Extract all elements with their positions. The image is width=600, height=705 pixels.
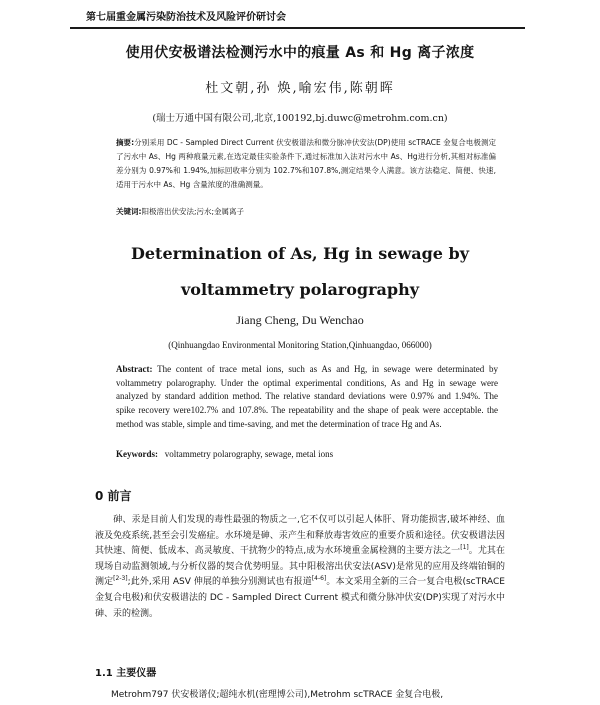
citation-1: [1] xyxy=(460,544,469,552)
section-0-heading: 0 前言 xyxy=(95,489,132,503)
english-title: Determination of As, Hg in sewage by voltammetry polarography xyxy=(131,244,469,299)
citation-3: [4-6] xyxy=(311,575,327,583)
english-authors: Jiang Cheng, Du Wenchao xyxy=(236,313,364,327)
english-abstract-text: The content of trace metal ions, such as As and Hg, in sewage were determinated by voltammetry polarography. Under the optimal experimental conditions, As and Hg in sewage were analyzed by standard addition method. The relative standard deviations were 0.97% and 1.94%. The spike recovery were102.7% and 107.8%. The repeatability and the shape of peak were acceptable. the method was stable, simple and time-saving, and met the determination of trace Hg and As. xyxy=(116,364,498,429)
paragraph-text-d: 。本文采用全新的三合一复合电极(scTRACE 金复合电极)和伏安极谱法的 DC - Sampled Direct Current 模式和微分脉冲伏安(DP)实现了对污水中砷、汞的检测。 xyxy=(95,577,505,619)
english-affiliation: (Qinhuangdao Environmental Monitoring Station,Qinhuangdao, 066000) xyxy=(168,340,432,350)
section-1-1-heading: 1.1 主要仪器 xyxy=(95,668,157,679)
paragraph-text-a: 砷、汞是目前人们发现的毒性最强的物质之一,它不仅可以引起人体肝、肾功能损害,破坏神经、血液及免疫系统,甚至会引发癌症。水环境是砷、汞产生和释放毒害效应的重要介质和途径。伏安极谱法因其快速、简便、低成本、高灵敏度、干扰物少的特点,成为水环境重金属检测的主要方法之一 xyxy=(95,515,505,557)
english-keywords-label: Keywords: xyxy=(116,449,158,459)
section-0-paragraph xyxy=(95,513,505,622)
chinese-keywords xyxy=(116,206,496,217)
english-keywords xyxy=(116,449,498,459)
running-head: 第七届重金属污染防治技术及风险评价研讨会 xyxy=(86,12,286,23)
header-rule xyxy=(70,27,525,29)
chinese-keywords-label: 关键词: xyxy=(116,207,142,216)
citation-2: [2-3] xyxy=(113,575,128,583)
chinese-affiliation: (瑞士万通中国有限公司,北京,100192,bj.duwc@metrohm.com.cn) xyxy=(152,113,448,124)
english-abstract-label: Abstract: xyxy=(116,364,153,374)
paragraph-text-b: 。尤其在现场自动监测领域,与分析仪器的契合优势明显。其中阳极溶出伏安法(ASV)是常见的应用及终端铂铜的测定 xyxy=(95,546,505,588)
paragraph-text-c: ;此外,采用 ASV 伸展的单独分别测试也有报道 xyxy=(127,577,312,588)
chinese-abstract-label: 摘要: xyxy=(116,138,135,147)
chinese-abstract-text: 分别采用 DC - Sampled Direct Current 伏安极谱法和微分脉冲伏安法(DP)使用 scTRACE 金复合电极测定了污水中 As、Hg 两种痕量元素,在选定最佳实验条件下,通过标准加入法对污水中 As、Hg进行分析,其相对标准偏差分别为 0.97%和 1.94%,加标回收率分别为 102.7%和107.8%,测定结果令人满意。该方法稳定、简便、快速,适用于污水中 As、Hg 含量浓度的准确测量。 xyxy=(116,138,497,189)
chinese-keywords-text: 阳极溶出伏安法;污水;金属离子 xyxy=(141,207,245,216)
english-keywords-text: voltammetry polarography, sewage, metal ions xyxy=(164,449,334,459)
chinese-abstract xyxy=(116,136,496,192)
chinese-authors: 杜文朝,孙 焕,喻宏伟,陈朝晖 xyxy=(205,81,395,96)
chinese-title: 使用伏安极谱法检测污水中的痕量 As 和 Hg 离子浓度 xyxy=(125,45,475,61)
section-1-1-text: Metrohm797 伏安极谱仪;超纯水机(密理博公司),Metrohm scTRACE 金复合电极, xyxy=(111,690,444,700)
english-abstract xyxy=(116,363,498,432)
